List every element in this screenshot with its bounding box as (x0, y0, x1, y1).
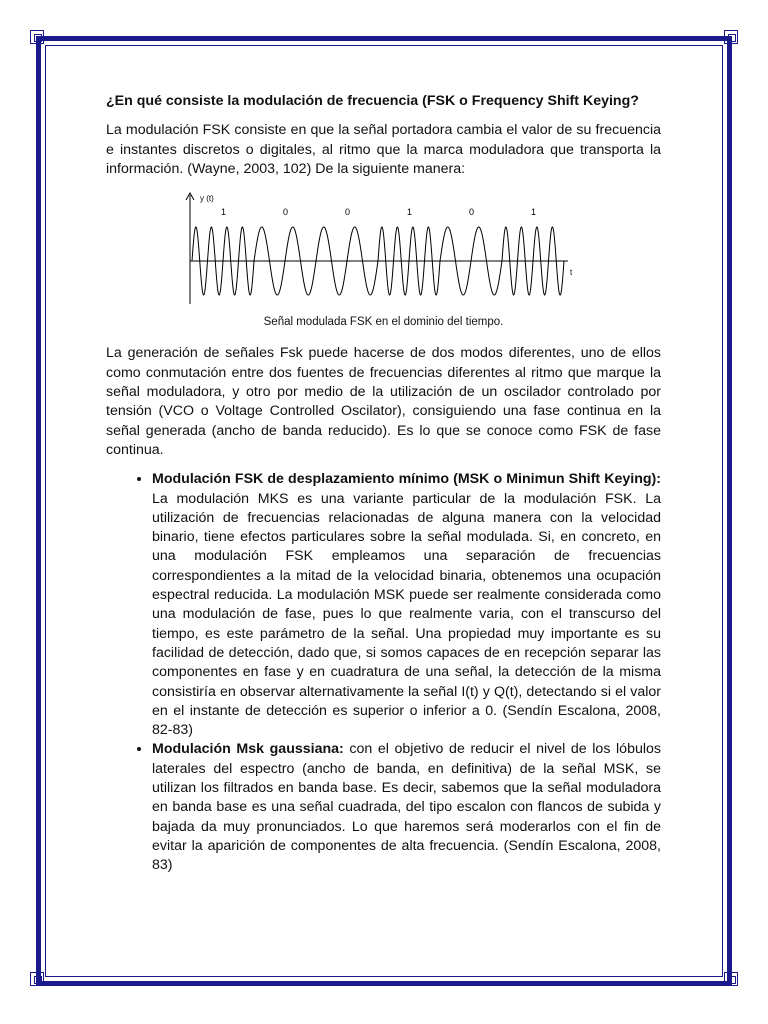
bit-label: 0 (345, 207, 351, 218)
corner-ornament-top-right (724, 30, 738, 44)
bit-label: 1 (531, 207, 537, 218)
corner-ornament-bottom-right (724, 972, 738, 986)
list-item-title: Modulación Msk gaussiana: (152, 741, 344, 758)
list-item (152, 470, 661, 740)
bullet-list (106, 470, 661, 875)
y-axis-label: y (t) (200, 194, 214, 204)
list-item (152, 740, 661, 875)
corner-ornament-top-left (30, 30, 44, 44)
x-axis-label: t (570, 268, 573, 278)
paragraph-intro: La modulación FSK consiste en que la señal portadora cambia el valor de su frecuencia e instantes discretos o digitales, al ritmo que la marca moduladora que transporta la información. (Wayne, 2003, 102) De la siguiente manera: (106, 122, 661, 177)
bit-label: 1 (407, 207, 413, 218)
bit-label: 1 (221, 207, 227, 218)
document-content (106, 92, 661, 876)
bit-label: 0 (469, 207, 475, 218)
paragraph-generation: La generación de señales Fsk puede hacerse de dos modos diferentes, uno de ellos como conmutación entre dos fuentes de frecuencias diferentes al ritmo que marque la señal moduladora, y otro por medio de la utilización de un oscilador controlado por tensión (VCO o Voltage Controlled Oscilator), consiguiendo una fase continua en la señal generada (ancho de banda reducido). Es lo que se conoce como FSK de fase continua. (106, 345, 661, 458)
section-heading: ¿En qué consiste la modulación de frecuencia (FSK o Frequency Shift Keying? (106, 93, 639, 109)
corner-ornament-bottom-left (30, 972, 44, 986)
bit-label: 0 (283, 207, 289, 218)
list-item-title: Modulación FSK de desplazamiento mínimo (MSK o Minimun Shift Keying): (152, 471, 661, 488)
fsk-signal-figure (184, 189, 584, 309)
list-item-text: con el objetivo de reducir el nivel de los lóbulos laterales del espectro (ancho de banda, en definitiva) de la señal MSK, se utilizan los filtrados en banda base. Es decir, sabemos que la señal moduladora en banda base es una señal cuadrada, del tipo escalon con flancos de subida y bajada da muy pronunciados. Lo que haremos será moderarlos con el fin de evitar la aparición de componentes de alta frecuencia. (Sendín Escalona, 2008, 83) (152, 741, 661, 874)
figure-caption: Señal modulada FSK en el dominio del tiempo. (263, 316, 504, 329)
list-item-text: La modulación MKS es una variante particular de la modulación FSK. La utilización de frecuencias relacionadas de alguna manera con la velocidad binario, tiene efectos particulares sobre la señal modulada. Si, en concreto, en una modulación FSK empleamos una separación de frecuencias correspondientes a la mitad de la velocidad binaria, obtenemos una ocupación espectral reducida. La modulación MSK puede ser realmente considerada como una modulación de fase, pues lo que realmente varia, con el transcurso del tiempo, es este parámetro de la señal. Una propiedad muy importante es su facilidad de detección, dado que, si somos capaces de en recepción separar las componentes en fase y en cuadratura de una señal, la detección de la misma consistiría en observar alternativamente la señal I(t) y Q(t), detectando si el valor en el instante de detección es superior o inferior a 0. (Sendín Escalona, 2008, 82-83) (152, 490, 661, 739)
fsk-signal-chart (184, 189, 584, 309)
